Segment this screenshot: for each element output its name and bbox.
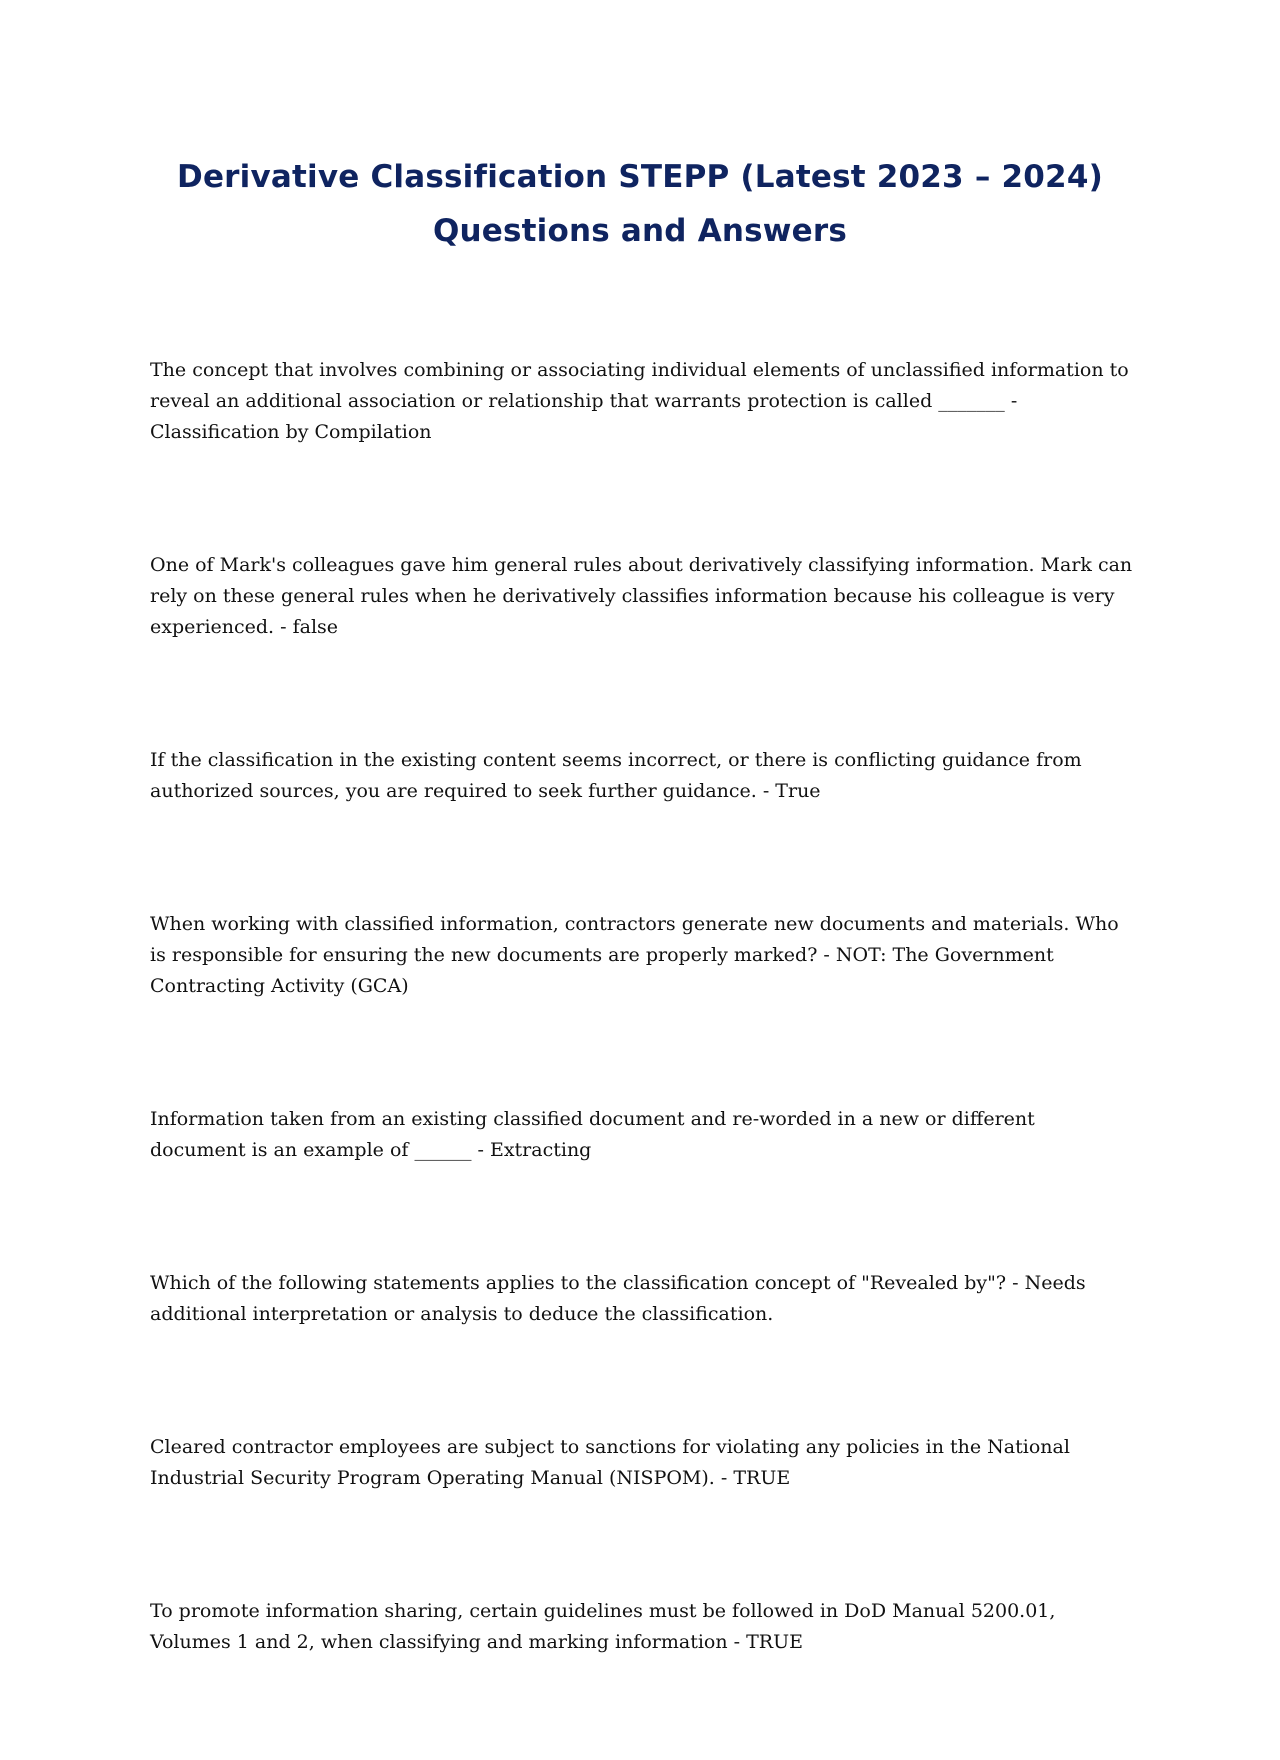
qa-item-dod-manual: To promote information sharing, certain guidelines must be followed in DoD Manual 5200.01, Volumes 1 and 2, when classifying and marking information - TRUE xyxy=(150,1600,1056,1653)
qa-item-extracting: Information taken from an existing classified document and re-worded in a new or different document is an example of ______ - Extracting xyxy=(150,1108,1035,1161)
qa-item-nispom-sanctions: Cleared contractor employees are subject to sanctions for violating any policies in the National Industrial Security Program Operating Manual (NISPOM). - TRUE xyxy=(150,1436,1070,1489)
qa-item-further-guidance: If the classification in the existing content seems incorrect, or there is conflicting guidance from authorized sources, you are required to seek further guidance. - True xyxy=(150,749,1082,802)
qa-list xyxy=(150,355,1135,1760)
qa-item-compilation: The concept that involves combining or associating individual elements of unclassified information to reveal an additional association or relationship that warrants protection is called _______ - Classification by Compilation xyxy=(150,359,1129,443)
qa-item-marking-responsibility: When working with classified information, contractors generate new documents and materials. Who is responsible for ensuring the new documents are properly marked? - NOT: The Government Contracting Activity (GCA) xyxy=(150,913,1119,997)
title-line-2: Questions and Answers xyxy=(432,213,848,249)
title-line-1: Derivative Classification STEPP (Latest 2023 – 2024) xyxy=(177,159,1103,195)
document-title xyxy=(100,150,1180,258)
qa-item-general-rules: One of Mark's colleagues gave him general rules about derivatively classifying information. Mark can rely on these general rules when he derivatively classifies information because his colleague is very experienced. - false xyxy=(150,554,1133,638)
qa-item-revealed-by: Which of the following statements applies to the classification concept of "Revealed by"? - Needs additional interpretation or analysis to deduce the classification. xyxy=(150,1272,1086,1325)
